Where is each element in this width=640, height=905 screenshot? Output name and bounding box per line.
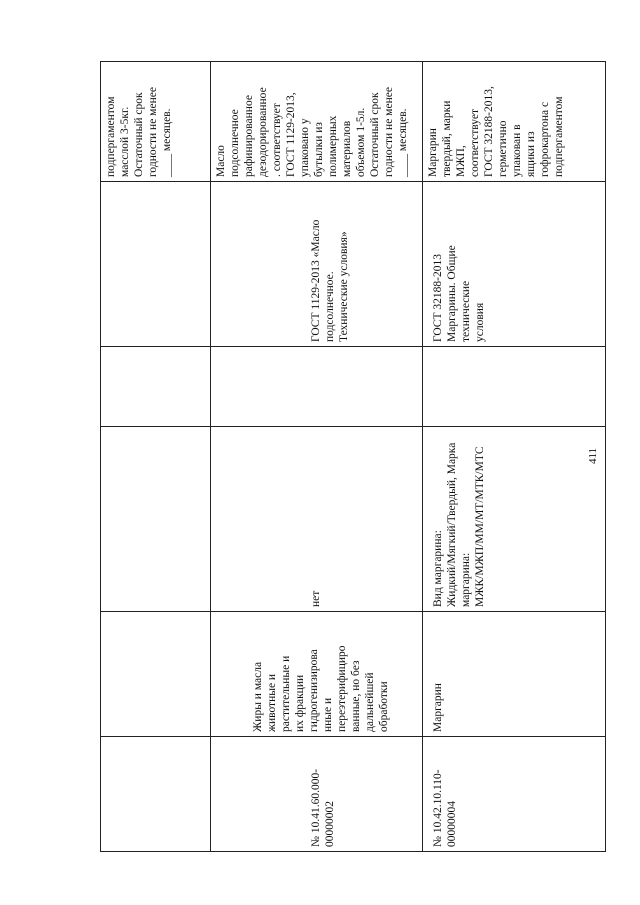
product-table: [100, 61, 606, 852]
cell-description: Масло подсолнечное рафинированное дезодорированное . соответствует ГОСТ 1129-2013, упаковано у бутылки из полимерных материалов объемом 1-5л. Остаточный срок годности не менее ____ месяцев.: [211, 62, 423, 182]
cell-standard: ГОСТ 1129-2013 «Масло подсолнечное. Технические условия»: [211, 182, 423, 347]
cell-standard: [101, 182, 211, 347]
cell-standard: ГОСТ 32188-2013 Маргарины. Общие технические условия: [423, 182, 606, 347]
cell-code: [101, 737, 211, 852]
table-row: [423, 62, 606, 852]
table-row: [101, 62, 211, 852]
cell-name: Маргарин: [423, 612, 606, 737]
cell-characteristic: [101, 427, 211, 612]
page-number: 411: [587, 447, 600, 465]
cell-code: № 10.42.10.110- 00000004: [423, 737, 606, 852]
cell-description: подпергаментом масслой 3-5кг. Остаточный срок годности не менее ____ месяцев.: [101, 62, 211, 182]
cell-name: [101, 612, 211, 737]
rotated-page: [100, 62, 605, 852]
cell-characteristic: Вид маргарина: Жидкий/Мягкий/Твердый, Марка маргарина: МЖК/МЖП/ММ/МТ/МТК/МТС: [423, 427, 606, 612]
cell-characteristic: нет: [211, 427, 423, 612]
cell-value: [101, 347, 211, 427]
cell-name: Жиры и масла животные и растительные и их фракции гидрогенизирова нные и переэтерифициро ванные, но без дальнейшей обработки: [211, 612, 423, 737]
cell-description: Маргарин твердый, марки МЖП, соответствует ГОСТ 32188-2013, герметично упакован в ящики из гофрокартона с подпергаментом: [423, 62, 606, 182]
cell-code: № 10.41.60.000- 00000002: [211, 737, 423, 852]
table-row: [211, 62, 423, 852]
cell-value: [423, 347, 606, 427]
cell-value: [211, 347, 423, 427]
